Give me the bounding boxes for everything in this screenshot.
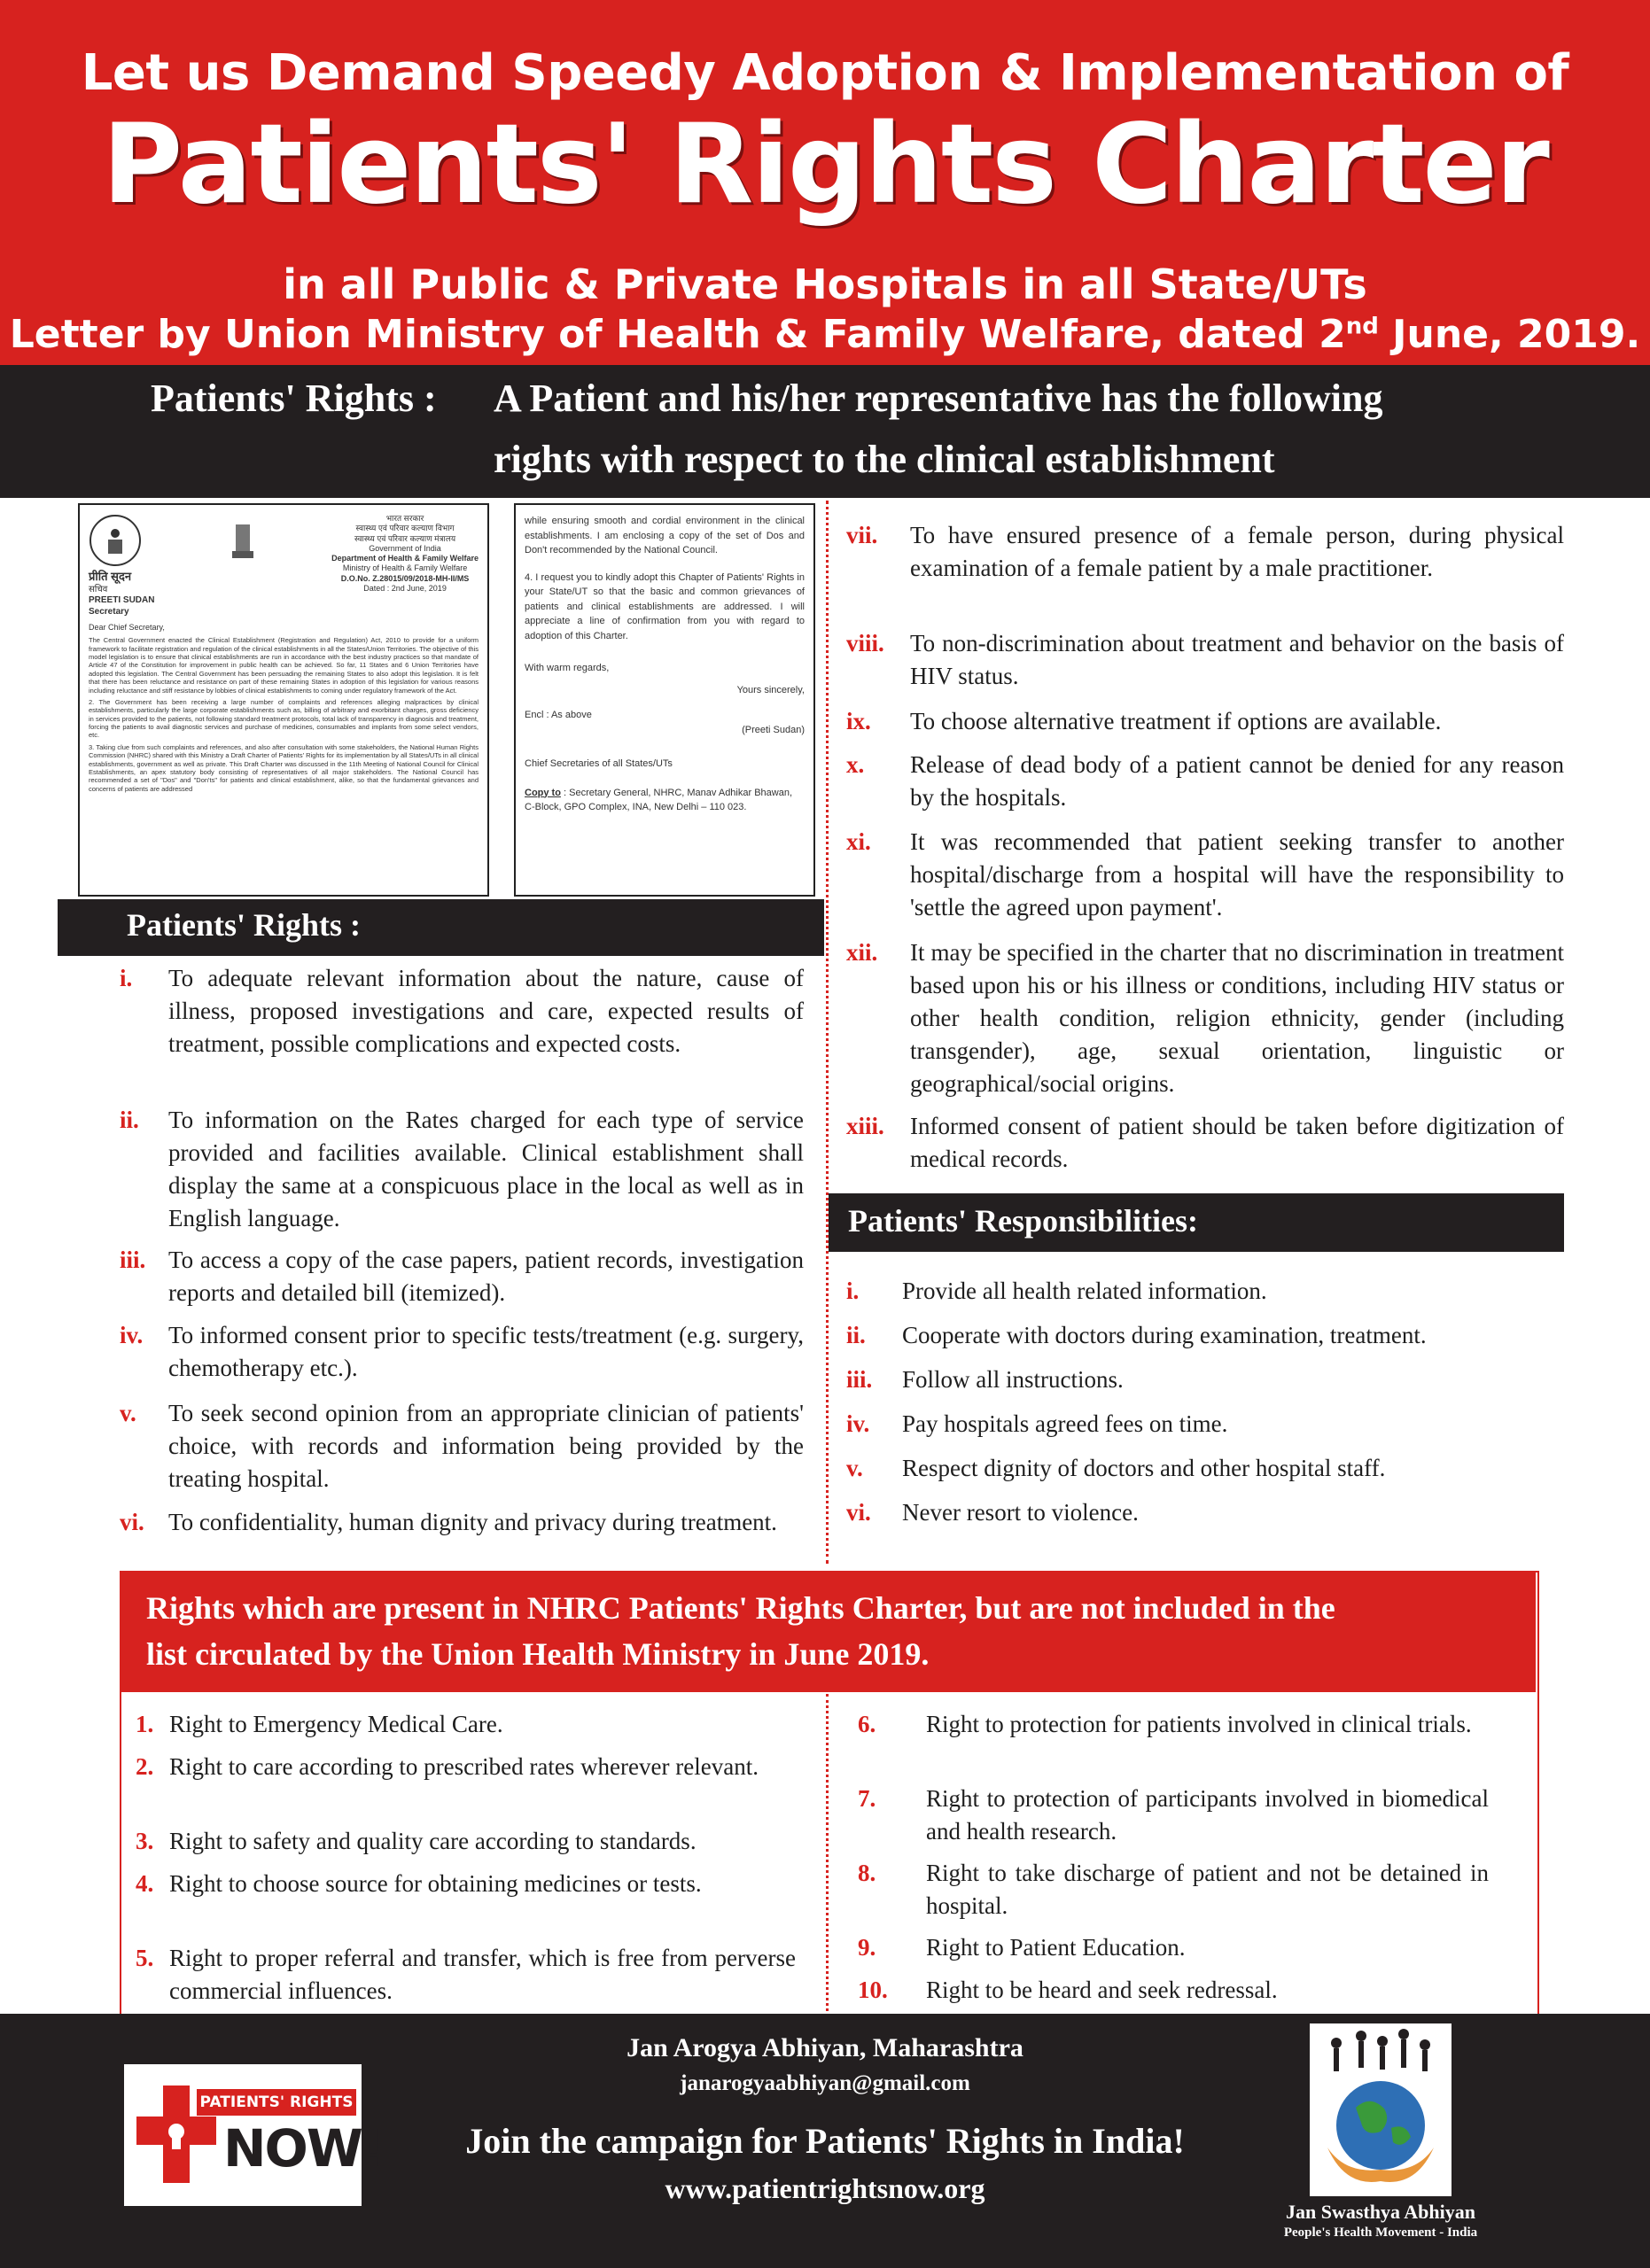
right-text: It may be specified in the charter that no discrimination in treatment based upon his or his illness or conditions, including HIV status or other health condition, religion ethnicity, gender (including transgender), age, sexual orientation, linguistic or geographical/social origins. [910,939,1564,1097]
right-item-i [120,962,804,1060]
jsa-name: Jan Swasthya Abhiyan [1286,2201,1475,2223]
nhrc-heading-bar [121,1573,1536,1692]
nhrc-text: Right to Emergency Medical Care. [169,1711,503,1737]
letter-salutation: Dear Chief Secretary, [89,623,165,632]
nhrc-num: 4. [136,1870,154,1897]
patients-rights-now-logo [124,2064,384,2206]
letter-para-1: The Central Government enacted the Clinical Establishment (Registration and Regulation) Act, 2010 to provide for a uniform framework to facilitate registration and regulation of the clinical establishments in all the States/Union Territories. The objective of this model legislation is to ensure that clinical establishments are run in accordance with the best industry practices so that mandate of Article 47 of the Constitution for improvement in public health can be achieved. So far, 11 States and 6 Union Territories have adopted this legislation. The Central Government has been persuading the remaining States to also adopt this legislation. It is felt that there has been reluctance and resistance on part of these remaining States in adoption of this legislation for various reasons including reluctance and stiff resistance by lobbies of clinical establishments to coming under regulatory framework of the Act. [89,636,479,695]
letter-copy-label: Copy to [525,787,561,798]
responsibility-item [846,1363,1564,1396]
rights-heading-bar [58,899,824,956]
nhrc-text: Right to be heard and seek redressal. [926,1977,1278,2003]
responsibility-num: vi. [846,1499,871,1526]
nhrc-heading-line1: Rights which are present in NHRC Patients' Rights Charter, but are not included in the [146,1590,1335,1626]
right-item-vii [846,519,1564,585]
right-text: It was recommended that patient seeking transfer to another hospital/discharge from a hospital will have the responsibility to 'settle the agreed upon payment'. [910,828,1564,920]
intro-line2: rights with respect to the clinical establishment [494,438,1275,481]
logo-text-now: NOW! [223,2118,384,2179]
letter-para-3: 3. Taking clue from such complaints and references, and also after consultation with some stakeholders, the National Human Rights Commission (NHRC) shared with this Ministry a Draft Charter of Patients' Rights for its implementation by all States/UTs in all clinical establishments, government as well as private. This Draft Charter was discussed in the 11th Meeting of National Council for Clinical Establishments, an apex statutory body consisting of representatives of all major stakeholders. The National Council has recommended a set of "Dos" and "Don'ts" for patients and clinical establishment, alike, so that the fundamental grievances and concerns of patients are addressed [89,742,479,793]
nhm-logo-icon [89,514,142,567]
responsibility-text: Cooperate with doctors during examination, treatment. [902,1322,1427,1348]
intro-line1: A Patient and his/her representative has the following [494,377,1383,420]
letter-name: PREETI SUDAN [89,595,155,605]
right-num: vi. [120,1509,144,1535]
responsibility-text: Provide all health related information. [902,1278,1267,1304]
nhrc-item [136,1942,796,2008]
nhrc-column-divider [826,1694,829,2011]
right-num: ix. [846,708,871,734]
responsibility-item [846,1452,1564,1485]
responsibility-num: i. [846,1278,860,1304]
nhrc-heading-line2: list circulated by the Union Health Ministry in June 2019. [146,1636,930,1672]
right-text: To access a copy of the case papers, patient records, investigation reports and detailed bill (itemized). [168,1247,804,1306]
logo-text-top: PATIENTS' RIGHTS [197,2089,356,2116]
letter-to: Chief Secretaries of all States/UTs [525,758,673,769]
letter-para-4: 4. I request you to kindly adopt this Chapter of Patients' Rights in your State/UT so that the basic and common grievances of patients and clinical establishments are addressed. I will appreciate a line of confirmation from you with regard to adoption of this Charter. [525,571,805,641]
right-text: To adequate relevant information about the nature, cause of illness, proposed investigations and care, expected results of treatment, possible complications and expected costs. [168,965,804,1057]
letter-hindi-title: सचिव [89,584,108,594]
letter-ministry: Ministry of Health & Family Welfare [342,563,468,573]
right-num: v. [120,1400,136,1426]
header-letter-sup: nd [1345,313,1379,340]
responsibilities-heading-bar [829,1193,1564,1252]
letter-regards: With warm regards, [525,663,610,673]
nhrc-text: Right to Patient Education. [926,1934,1186,1961]
right-item-ix [846,705,1564,738]
right-text: To informed consent prior to specific tests/treatment (e.g. surgery, chemotherapy etc.). [168,1322,804,1381]
letter-para-cont: while ensuring smooth and cordial environment in the clinical establishments. I am enclosing a copy of the set of Dos and Don't recommended by the National Council. [525,516,805,555]
responsibility-text: Follow all instructions. [902,1366,1124,1393]
nhrc-num: 3. [136,1828,154,1854]
rights-heading: Patients' Rights : [127,907,361,943]
responsibility-text: Respect dignity of doctors and other hospital staff. [902,1455,1386,1481]
nhrc-text: Right to choose source for obtaining medicines or tests. [169,1870,702,1897]
letter-dept-hindi: स्वास्थ्य एवं परिवार कल्याण विभाग [355,524,455,533]
right-item-iii [120,1244,804,1309]
nhrc-item [858,1931,1489,1964]
responsibility-item [846,1319,1564,1352]
right-item-xiii [846,1110,1564,1176]
globe-hands-icon [1310,2023,1452,2196]
footer-campaign: Join the campaign for Patients' Rights in India! [465,2121,1185,2161]
right-num: xiii. [846,1113,884,1139]
letter-page-1 [78,503,489,897]
letter-dept: Department of Health & Family Welfare [331,554,479,563]
responsibility-text: Pay hospitals agreed fees on time. [902,1410,1228,1437]
letter-copy-text: : Secretary General, NHRC, Manav Adhikar Bhawan, C-Block, GPO Complex, INA, New Delhi – 110 023. [525,787,793,812]
letter-dated: Dated : 2nd June, 2019 [363,583,447,593]
right-num: iii. [120,1247,146,1273]
right-text: To information on the Rates charged for each type of service provided and facilities available. Clinical establishment shall display the same at a conspicuous place in the local as well as in English language. [168,1107,804,1231]
nhrc-item [136,1751,796,1783]
right-item-x [846,749,1564,814]
right-item-iv [120,1319,804,1385]
nhrc-item [858,1783,1489,1848]
header-letter-end: June, 2019. [1378,312,1641,357]
responsibility-num: v. [846,1455,863,1481]
right-num: vii. [846,522,878,548]
right-text: Informed consent of patient should be taken before digitization of medical records. [910,1113,1564,1172]
letter-encl: Encl : As above [525,710,592,720]
footer-website[interactable]: www.patientrightsnow.org [665,2172,985,2204]
nhrc-item [858,1857,1489,1922]
letter-ministry-hindi: स्वास्थ्य एवं परिवार कल्याण मंत्रालय [354,533,456,543]
jsa-sub: People's Health Movement - India [1283,2225,1478,2240]
nhrc-item [136,1708,796,1741]
nhrc-num: 9. [858,1934,876,1961]
letter-gov-hindi: भारत सरकार [385,514,424,523]
nhrc-text: Right to proper referral and transfer, which is free from perverse commercial influences. [169,1945,796,2004]
right-num: i. [120,965,133,991]
letter-hindi-name: प्रीति सूदन [89,570,132,584]
responsibilities-heading: Patients' Responsibilities: [848,1203,1199,1239]
nhrc-num: 1. [136,1711,154,1737]
responsibility-num: ii. [846,1322,866,1348]
page-title: Patients' Rights Charter [102,101,1548,229]
nhrc-num: 5. [136,1945,154,1971]
right-num: viii. [846,630,884,656]
nhrc-item [858,1708,1489,1741]
right-item-vi [120,1506,804,1539]
nhrc-item [858,1974,1489,2007]
nhrc-num: 6. [858,1711,876,1737]
nhrc-item [136,1868,796,1900]
right-text: To have ensured presence of a female person, during physical examination of a female patient by a male practitioner. [910,522,1564,581]
right-item-xi [846,826,1564,924]
nhrc-text: Right to protection of participants involved in biomedical and health research. [926,1785,1489,1845]
emblem-icon [225,519,261,572]
letter-para-2: 2. The Government has been receiving a large number of complaints and references alleging malpractices by clinical establishments, particularly the large corporate establishments such as, billing of arbitrary and exorbitant charges, gross deficiency in services provided to the patients, not following standard treatment protocols, total lack of transparency in diagnosis and treatment, forcing the patients to avail diagnostic services and purchase of medicines, consumables and implants from some select vendors, etc. [89,697,479,740]
right-item-ii [120,1104,804,1235]
letter-dono: D.O.No. Z.28015/09/2018-MH-II/MS [340,573,470,583]
letter-signed: (Preeti Sudan) [742,724,805,735]
letter-yours: Yours sincerely, [736,684,805,695]
right-text: To non-discrimination about treatment and behavior on the basis of HIV status. [910,630,1564,689]
nhrc-text: Right to safety and quality care according to standards. [169,1828,697,1854]
header-tagline: Let us Demand Speedy Adoption & Implementation of [81,44,1569,102]
letter-page-2 [514,503,815,897]
nhrc-num: 8. [858,1860,876,1886]
right-text: Release of dead body of a patient cannot be denied for any reason by the hospitals. [910,751,1564,811]
column-divider [826,501,829,1564]
responsibility-num: iii. [846,1366,873,1393]
nhrc-text: Right to protection for patients involved in clinical trials. [926,1711,1472,1737]
responsibility-item [846,1275,1564,1308]
right-num: xi. [846,828,871,855]
right-text: To choose alternative treatment if options are available. [910,708,1442,734]
header-letter-line [0,312,1650,357]
letter-title: Secretary [89,606,129,617]
responsibility-text: Never resort to violence. [902,1499,1139,1526]
right-text: To seek second opinion from an appropriate clinician of patients' choice, with records and information being provided by the treating hospital. [168,1400,804,1492]
right-item-v [120,1397,804,1495]
nhrc-text: Right to care according to prescribed rates wherever relevant. [169,1753,759,1780]
right-num: iv. [120,1322,144,1348]
header-subtitle: in all Public & Private Hospitals in all State/UTs [283,260,1367,308]
nhrc-num: 10. [858,1977,888,2003]
responsibility-item [846,1408,1564,1441]
nhrc-item [136,1825,796,1858]
footer-org: Jan Arogya Abhiyan, Maharashtra [627,2033,1023,2062]
nhrc-num: 7. [858,1785,876,1812]
header-letter-text: Letter by Union Ministry of Health & Family Welfare, dated 2 [9,312,1346,357]
right-num: xii. [846,939,878,966]
right-text: To confidentiality, human dignity and privacy during treatment. [168,1509,777,1535]
nhrc-num: 2. [136,1753,154,1780]
right-num: ii. [120,1107,139,1133]
right-item-viii [846,627,1564,693]
intro-label: Patients' Rights : [151,377,437,420]
footer-email[interactable]: janarogyaabhiyan@gmail.com [680,2071,970,2095]
right-num: x. [846,751,865,778]
responsibility-item [846,1496,1564,1529]
nhrc-text: Right to take discharge of patient and not be detained in hospital. [926,1860,1489,1919]
letter-gov: Government of India [369,543,441,553]
right-item-xii [846,936,1564,1100]
jsa-logo [1310,2023,1452,2196]
responsibility-num: iv. [846,1410,870,1437]
